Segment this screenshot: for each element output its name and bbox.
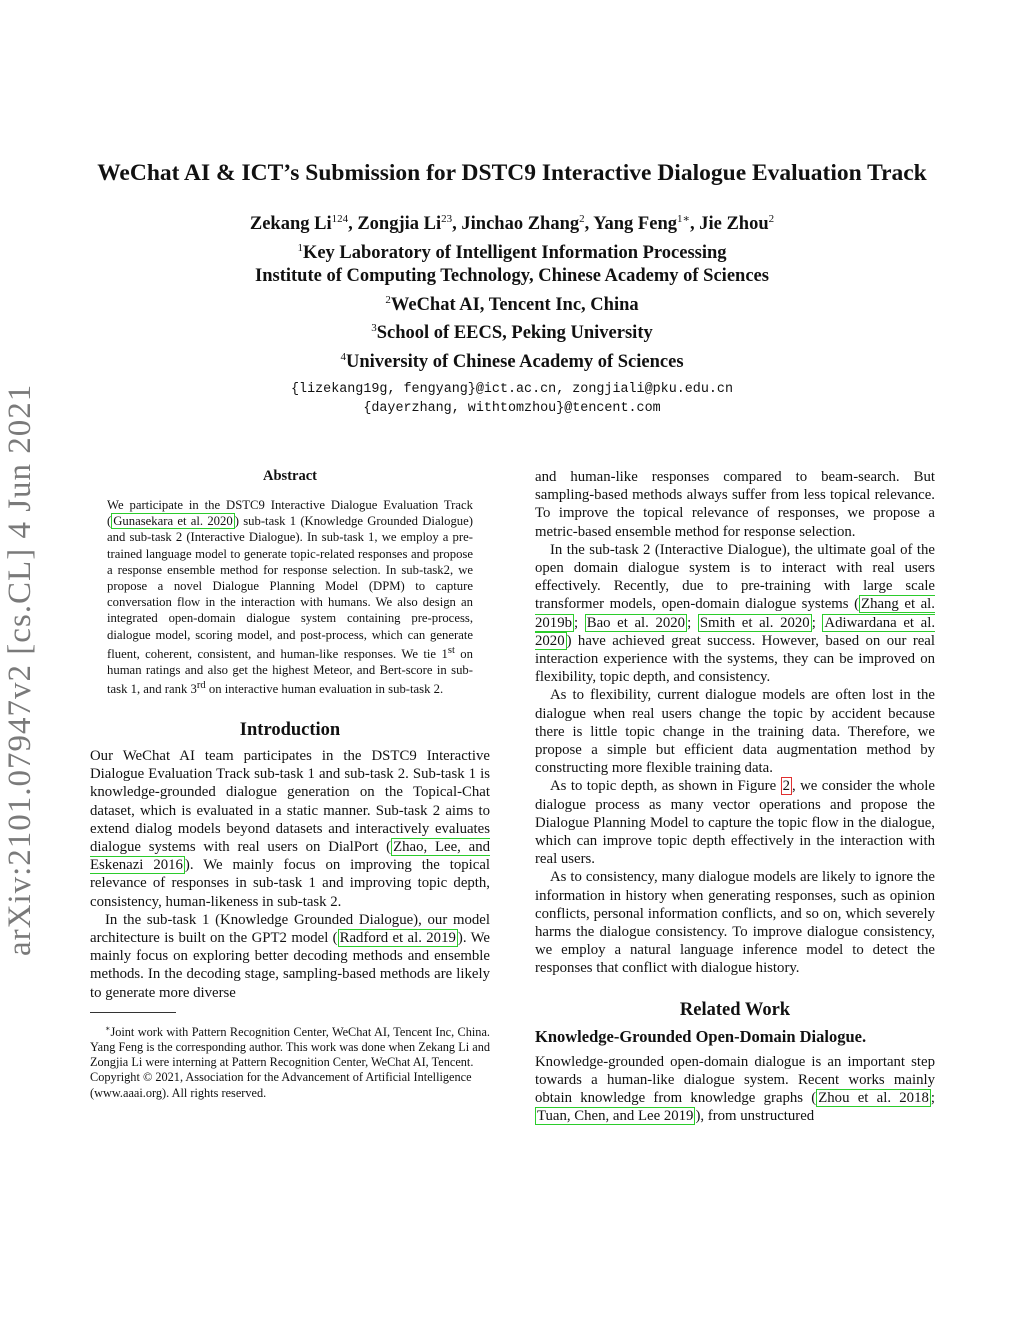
footnote-rule [90,1012,176,1013]
body-paragraph: Our WeChat AI team participates in the DSTC9 Interactive Dialogue Evaluation Track sub-task 1 and sub-task 2. Sub-task 1 is knowledge-grounded dialogue generation on the Topical-Chat dataset, which is evaluated in a static manner. Sub-task 2 aims to extend dialog models beyond datasets and interactively evaluates dialogue systems with real users on DialPort ( Zhao, Lee, and Eskenazi 2016 ). We mainly focus on improving the topical relevance of responses in sub-task 1 and improving topic depth, consistency, human-likeness in sub-task 2. [90,747,490,910]
email-line: {dayerzhang, withtomzhou}@tencent.com [363,401,661,417]
abstract-text: We participate in the DSTC9 Interactive Dialogue Evaluation Track ( Gunasekara et al. 2020 ) sub-task 1 (Knowledge Grounded Dialogue) and sub-task 2 (Interactive Dialogue). In sub-task 1, we employ a pre-trained language model to generate topic-related responses and propose a response ensemble method for response selection. In sub-task2, we propose a novel Dialogue Planning Model (DPM) to capture conversation flow in the interaction with humans. We also design an integrated open-domain dialogue system containing pre-process, dialogue model, scoring model, and post-process, which can generate fluent, coherent, consistent, and human-like responses. We tie 1st on human ratings and also get the highest Meteor, and Bert-score in sub-task 1, and rank 3rd on interactive human evaluation in sub-task 2. [107,498,473,697]
affiliation: Institute of Computing Technology, Chinese Academy of Sciences [255,266,769,287]
author-affil-mark: 23 [441,213,453,225]
author-name: Zekang Li [249,214,332,235]
author-name: Jinchao Zhang [461,214,580,235]
copyright-notice: Copyright © 2021, Association for the Advancement of Artificial Intelligence (www.aaai.org). All rights reserved. [90,1070,472,1100]
author-affil-mark: 1∗ [676,213,690,225]
author-affil-mark: 124 [331,213,349,225]
body-paragraph: Knowledge-grounded open-domain dialogue is an important step towards a human-like dialogue system. Recent works mainly obtain knowledge from knowledge graphs ( Zhou et al. 2018 ; Tuan, Chen, and Lee 2019 ), from unstructured [535,1053,935,1125]
author-name: Zongjia Li [357,214,442,235]
affiliation: $^1$Key Laboratory of Intelligent Information Processing [297,241,727,263]
email-line: {lizekang19g, fengyang}@ict.ac.cn, zongjiali@pku.edu.cn [291,382,733,398]
author-name: Yang Feng [593,214,677,235]
citation-link[interactable]: Zhao, Lee, and Eskenazi 2016 [90,838,490,874]
affiliation: $^3$School of EECS, Peking University [371,322,653,344]
body-paragraph: and human-like responses compared to beam-search. But sampling-based methods always suffer from less topical relevance. To improve the topical relevance of responses, we propose a metric-based ensemble method for response selection. [535,469,935,540]
citation-link[interactable]: Tuan, Chen, and Lee 2019 [537,1108,694,1125]
author-list: Zekang Li$^{124}$, Zongjia Li$^{23}$, Jinchao Zhang$^2$, Yang Feng$^{1∗}$, Jie Zhou$^2$ [249,213,775,235]
citation-link[interactable]: Gunasekara et al. 2020 [113,514,233,529]
left-column [90,468,490,1101]
arxiv-stamp: arXiv:2101.07947v2 [cs.CL] 4 Jun 2021 [2,383,38,957]
body-paragraph: In the sub-task 2 (Interactive Dialogue), the ultimate goal of the open domain dialogue system is to interact with real users effectively. Recently, due to pre-training with large scale transformer models, open-domain dialogue systems ( Zhang et al. 2019b ; Bao et al. 2020 ; Smith et al. 2020 ; Adiwardana et al. 2020 ) have achieved great success. However, based on our real interaction experience with the systems, they can be improved on flexibility, topic depth, and consistency. [535,541,936,686]
author-name: Jie Zhou [699,214,769,235]
body-paragraph: As to consistency, many dialogue models are likely to ignore the information in history when generating responses, such as opinion conflicts, personal information conflicts, and so on, which severely harms the dialogue consistency. To improve dialogue consistency, we employ a natural language inference model to detect the responses that conflict with dialogue history. [535,869,935,977]
citation-link[interactable]: Radford et al. 2019 [339,929,456,946]
section-heading-introduction: Introduction [239,719,341,740]
footnote: ∗Joint work with Pattern Recognition Center, WeChat AI, Tencent Inc, China. Yang Feng is the corresponding author. This work was done when Zekang Li and Zongjia Li were interning at Pattern Recognition Center, WeChat AI, Tencent. [90,1023,490,1070]
author-block [60,208,964,418]
author-affil-mark: 2 [768,213,775,225]
citation-link[interactable]: Zhang et al. 2019b [535,596,935,631]
affiliation: $^4$University of Chinese Academy of Sciences [340,350,684,372]
section-heading-related-work: Related Work [679,999,791,1020]
email-block [60,380,964,418]
paper-title: WeChat AI & ICT’s Submission for DSTC9 Interactive Dialogue Evaluation Track [97,160,927,186]
author-affil-mark: 2 [579,213,585,225]
subsection-heading: Knowledge-Grounded Open-Domain Dialogue. [535,1026,867,1046]
citation-link[interactable]: Smith et al. 2020 [699,614,810,631]
citation-link[interactable]: Bao et al. 2020 [586,614,686,631]
body-paragraph: As to flexibility, current dialogue models are often lost in the dialogue when real users change the topic by accident because there is little topic change in the training data. Therefore, we propose a simple but efficient data augmentation method by constructing more flexible training data. [535,687,935,777]
citation-link[interactable]: Adiwardana et al. 2020 [535,614,936,649]
figure-ref-link[interactable]: 2 [782,778,790,795]
body-paragraph: As to topic depth, as shown in Figure 2 , we consider the whole dialogue process as many vector operations and propose the Dialogue Planning Model to capture the topic flow in the dialogue, which can improve topic depth effectively in the interaction with real users. [535,778,935,868]
abstract-heading: Abstract [263,468,317,484]
citation-link[interactable]: Zhou et al. 2018 [818,1090,929,1107]
right-column [535,468,935,1126]
body-paragraph: In the sub-task 1 (Knowledge Grounded Dialogue), our model architecture is built on the GPT2 model ( Radford et al. 2019 ). We mainly focus on exploring better decoding methods and ensemble methods. In the decoding stage, sampling-based methods are likely to generate more diverse [90,911,490,1001]
affiliation: $^2$WeChat AI, Tencent Inc, China [385,293,639,315]
